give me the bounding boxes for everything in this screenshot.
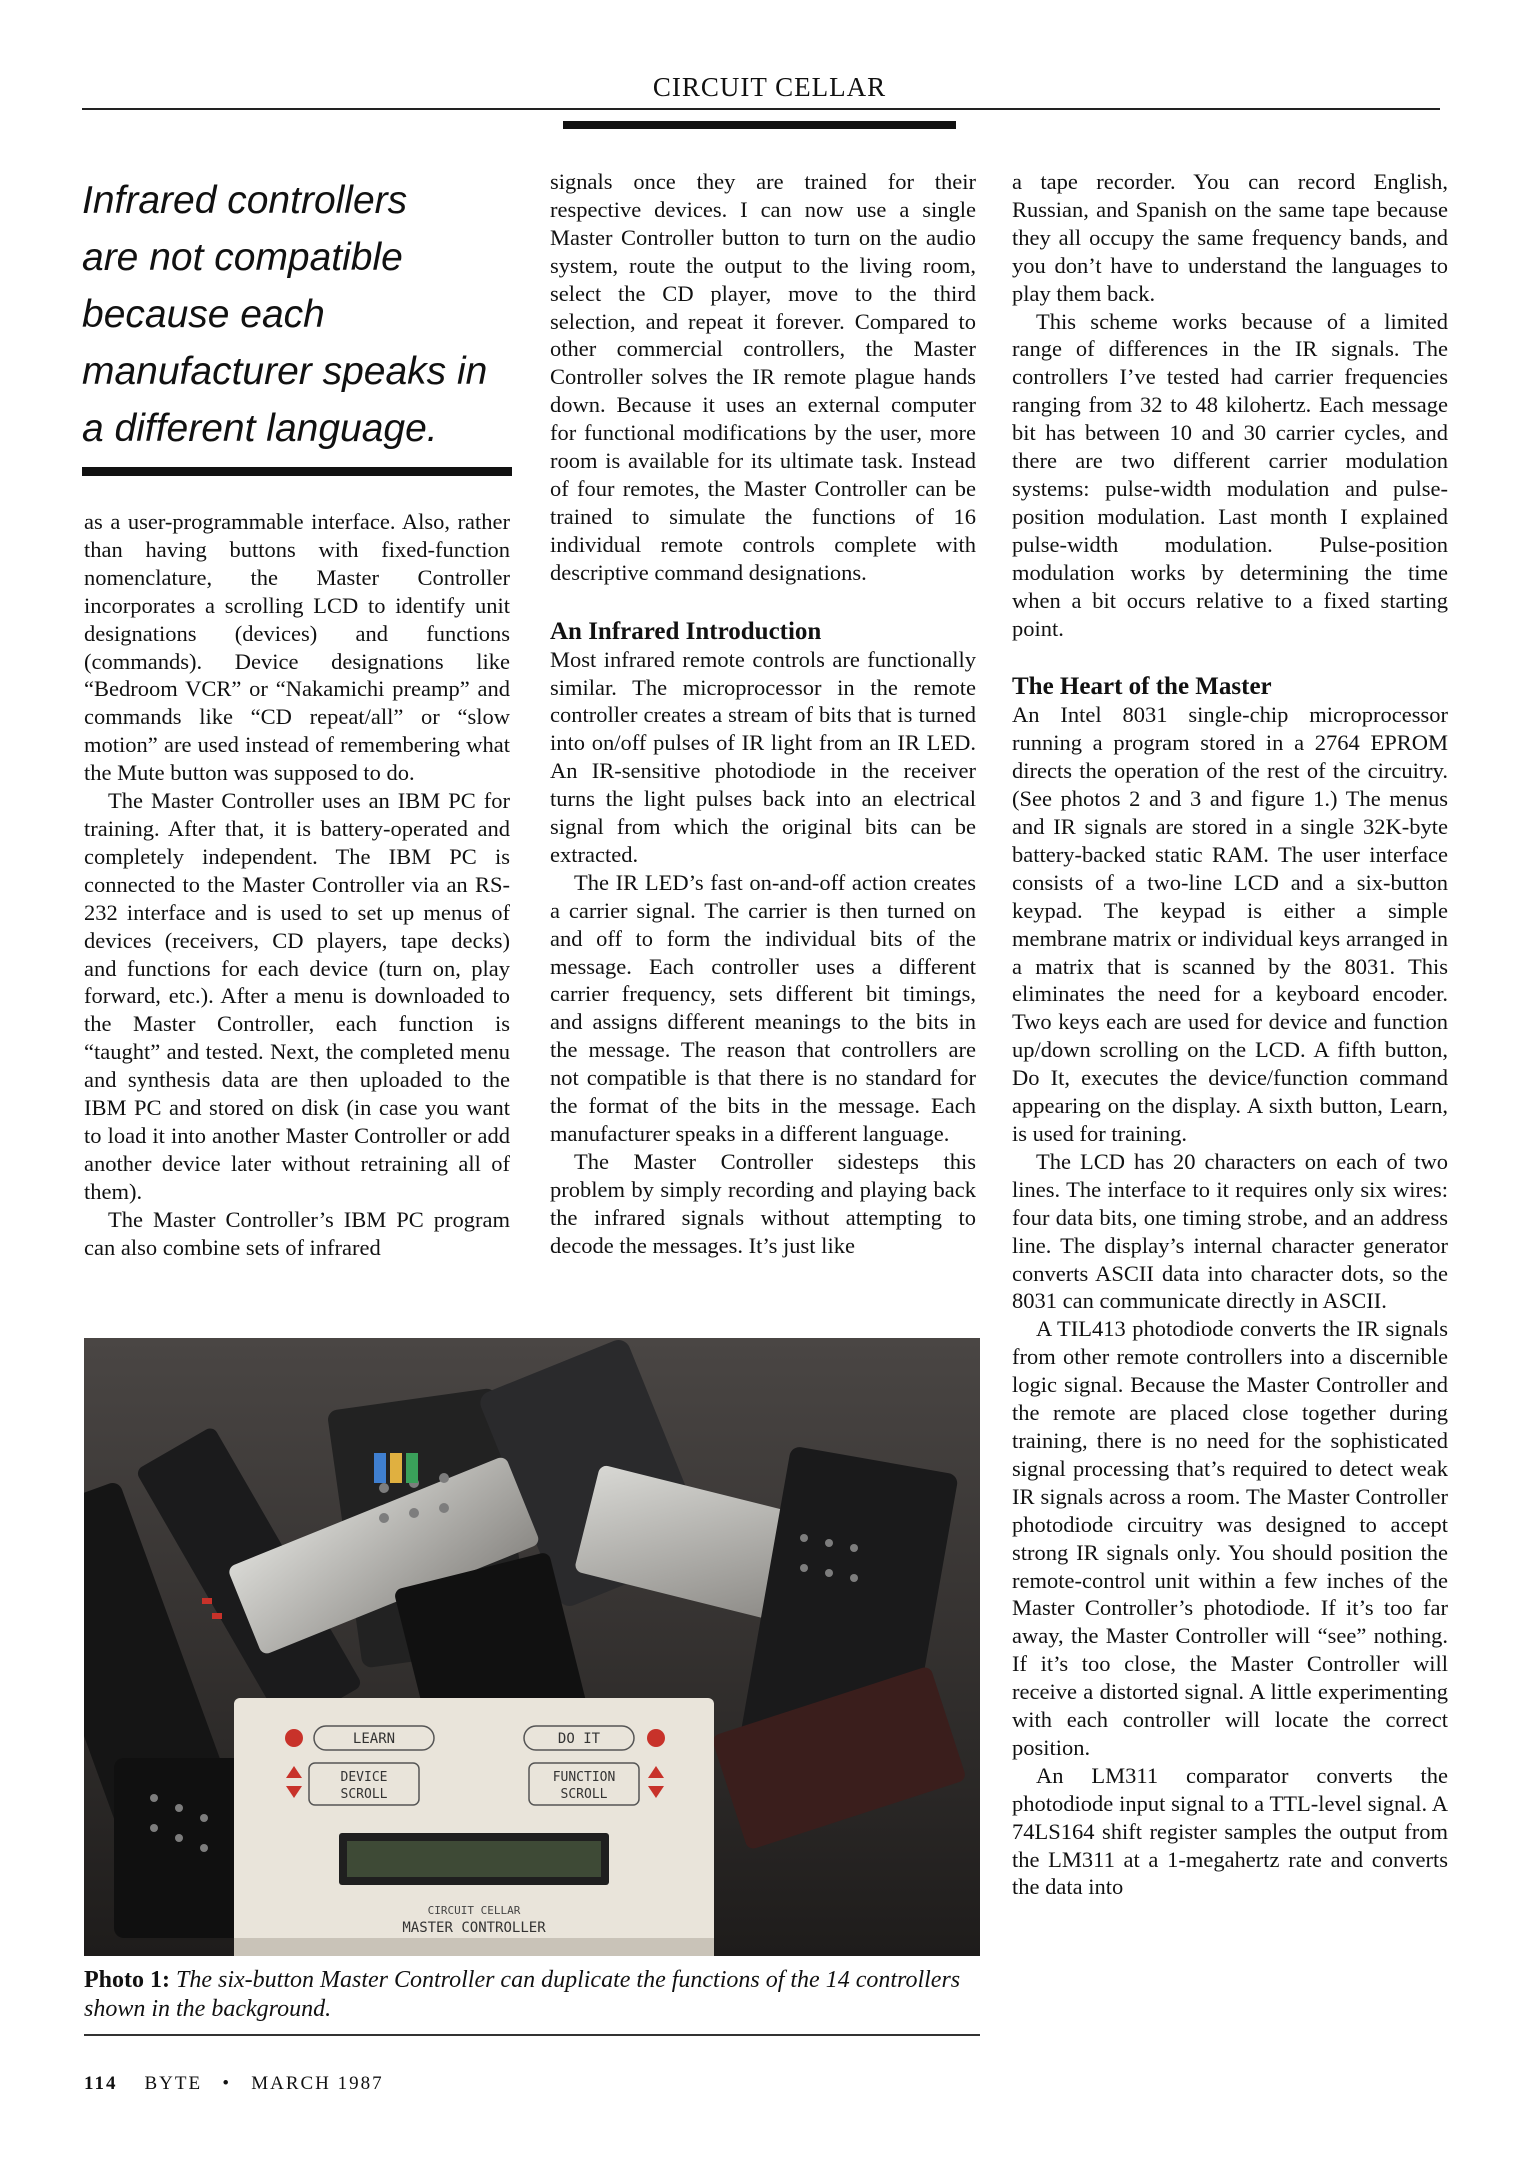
device-scroll-label: SCROLL — [340, 1787, 388, 1802]
paragraph: The LCD has 20 characters on each of two lines. The interface to it requires only six wires: four data bits, one timing strobe, and an address line. The display’s internal character generator converts ASCII data into character dots, so the 8031 can communicate directly in ASCII. — [1012, 1148, 1448, 1314]
master-controller-box — [234, 1698, 714, 1956]
remote-dark — [114, 1758, 244, 1938]
paragraph: The Master Controller uses an IBM PC for training. After that, it is battery-operated and completely independent. The IBM PC is connected to the Master Controller via an RS-232 interface and is used to set up menus of devices (receivers, CD players, tape decks) and functions for each device (turn on, play forward, etc.). After a menu is downloaded to the Master Controller, each function is “taught” and tested. Next, the completed menu and synthesis data are then uploaded to the IBM PC and stored on disk (in case you want to load it into another Master Controller or add another device later without retraining all of them). — [84, 788, 510, 1204]
section-title: CIRCUIT CELLAR — [652, 72, 887, 102]
section-heading: The Heart of the Master — [1012, 673, 1272, 701]
paragraph: The IR LED’s fast on-and-off action creates a carrier signal. The carrier is then turned on and off to form the individual bits of the message. Each controller uses a different carrier frequency, sets different bit timings, and assigns different meanings to the bits in the message. The reason that controllers are not compatible is that there is no standard for the format of the bits in the message. Each manufacturer speaks in a different language. — [550, 869, 976, 1146]
photo-caption — [84, 1966, 980, 2024]
learn-label: LEARN — [352, 1731, 396, 1747]
pull-quote-line: a different language. — [82, 407, 438, 450]
paragraph: Most infrared remote controls are functionally similar. The microprocessor in the remote controller creates a stream of bits that is turned into on/off pulses of IR light from an IR LED. An IR-sensitive photodiode in the receiver turns the light pulses back into an electrical signal from which the original bits can be extracted. — [550, 646, 976, 867]
issue-date: MARCH 1987 — [251, 2073, 384, 2094]
magazine-name: BYTE — [144, 2073, 203, 2094]
caption-text: The six-button Master Controller can duplicate the functions of the 14 controllers shown in the background. — [84, 1967, 961, 2022]
column-2 — [550, 168, 976, 1260]
device-scroll-label: DEVICE — [340, 1770, 388, 1785]
caption-label: Photo 1: — [84, 1967, 170, 1993]
learn-button — [285, 1729, 303, 1747]
pull-quote-line: manufacturer speaks in — [82, 350, 488, 393]
function-scroll-label: FUNCTION — [552, 1770, 616, 1785]
paragraph: The Master Controller’s IBM PC program can also combine sets of infrared — [84, 1206, 510, 1260]
photo-master-controller — [84, 1338, 980, 1956]
pull-quote-rule — [82, 467, 512, 476]
pull-quote-line: Infrared controllers — [82, 179, 408, 222]
doit-label: DO IT — [557, 1731, 601, 1747]
page-footer — [84, 2073, 384, 2095]
page-number: 114 — [84, 2073, 118, 2094]
caption-rule — [84, 2034, 980, 2036]
column-1 — [84, 508, 510, 1261]
header-rule — [82, 108, 1440, 110]
column-3 — [1012, 168, 1448, 1901]
brand-label: CIRCUIT CELLAR — [427, 1904, 521, 1917]
pull-quote — [82, 172, 512, 457]
paragraph: signals once they are trained for their respective devices. I can now use a single Master Controller button to turn on the audio system, route the output to the living room, select the CD player, move to the third selection, and repeat it forever. Compared to other commercial controllers, the Master Controller solves the IR remote plague hands down. Because it uses an external computer for functional modifications by the user, more room is available for its ultimate task. Instead of four remotes, the Master Controller can be trained to simulate the functions of 16 individual remote controls complete with descriptive command designations. — [550, 169, 976, 585]
doit-button — [647, 1729, 665, 1747]
paragraph: The Master Controller sidesteps this problem by simply recording and playing back the infrared signals without attempting to decode the messages. It’s just like — [550, 1148, 976, 1258]
function-scroll-label: SCROLL — [560, 1787, 608, 1802]
paragraph: a tape recorder. You can record English, Russian, and Spanish on the same tape because they all occupy the same frequency bands, and you don’t have to understand the languages to play them back. — [1012, 169, 1448, 306]
photo-illustration — [84, 1338, 980, 1956]
pull-quote-line: because each — [82, 293, 325, 336]
footer-separator: • — [222, 2073, 231, 2094]
brand-label: MASTER CONTROLLER — [402, 1920, 546, 1936]
controller-edge — [234, 1938, 714, 1956]
section-heading: An Infrared Introduction — [550, 617, 822, 645]
paragraph: This scheme works because of a limited range of differences in the IR signals. The controllers I’ve tested had carrier frequencies ranging from 32 to 48 kilohertz. Each message bit has between 10 and 30 carrier cycles, and there are two different carrier modulation systems: pulse-width modulation and pulse-position modulation. Last month I explained pulse-width modulation. Pulse-position modulation works by determining the time when a bit occurs relative to a fixed starting point. — [1012, 308, 1448, 641]
paragraph: An LM311 comparator converts the photodiode input signal to a TTL-level signal. A 74LS164 shift register samples the output from the LM311 at a 1-megahertz rate and converts the data into — [1012, 1762, 1448, 1900]
lcd-display — [347, 1841, 601, 1877]
pull-quote-line: are not compatible — [82, 236, 403, 279]
header-bar — [563, 121, 956, 129]
paragraph: as a user-programmable interface. Also, rather than having buttons with fixed-function nomenclature, the Master Controller incorporates a scrolling LCD to identify unit designations (devices) and functions (commands). Device designations like “Bedroom VCR” or “Nakamichi preamp” and commands like “CD repeat/all” or “slow motion” are used instead of remembering what the Mute button was supposed to do. — [84, 509, 510, 786]
remote-buttons-color — [374, 1453, 418, 1483]
paragraph: An Intel 8031 single-chip microprocessor running a program stored in a 2764 EPROM directs the operation of the rest of the circuitry. (See photos 2 and 3 and figure 1.) The menus and IR signals are stored in a single 32K-byte battery-backed static RAM. The user interface consists of a two-line LCD and a six-button keypad. The keypad is either a simple membrane matrix or individual keys arranged in a matrix that is scanned by the 8031. This eliminates the need for a keyboard encoder. Two keys each are used for device and function up/down scrolling on the LCD. A fifth button, Do It, executes the device/function command appearing on the display. A sixth button, Learn, is used for training. — [1012, 702, 1448, 1146]
paragraph: A TIL413 photodiode converts the IR signals from other remote controllers into a discernible logic signal. Because the Master Controller and the remote are placed close together during training, there is no need for the sophisticated signal processing that’s required to detect weak IR signals across a room. The Master Controller photodiode circuitry was designed to accept strong IR signals only. You should position the remote-control unit within a few inches of the Master Controller’s photodiode. If it’s too far away, the Master Controller will “see” nothing. If it’s too close, the Master Controller will receive a distorted signal. A little experimenting with each controller will locate the correct position. — [1012, 1316, 1448, 1760]
